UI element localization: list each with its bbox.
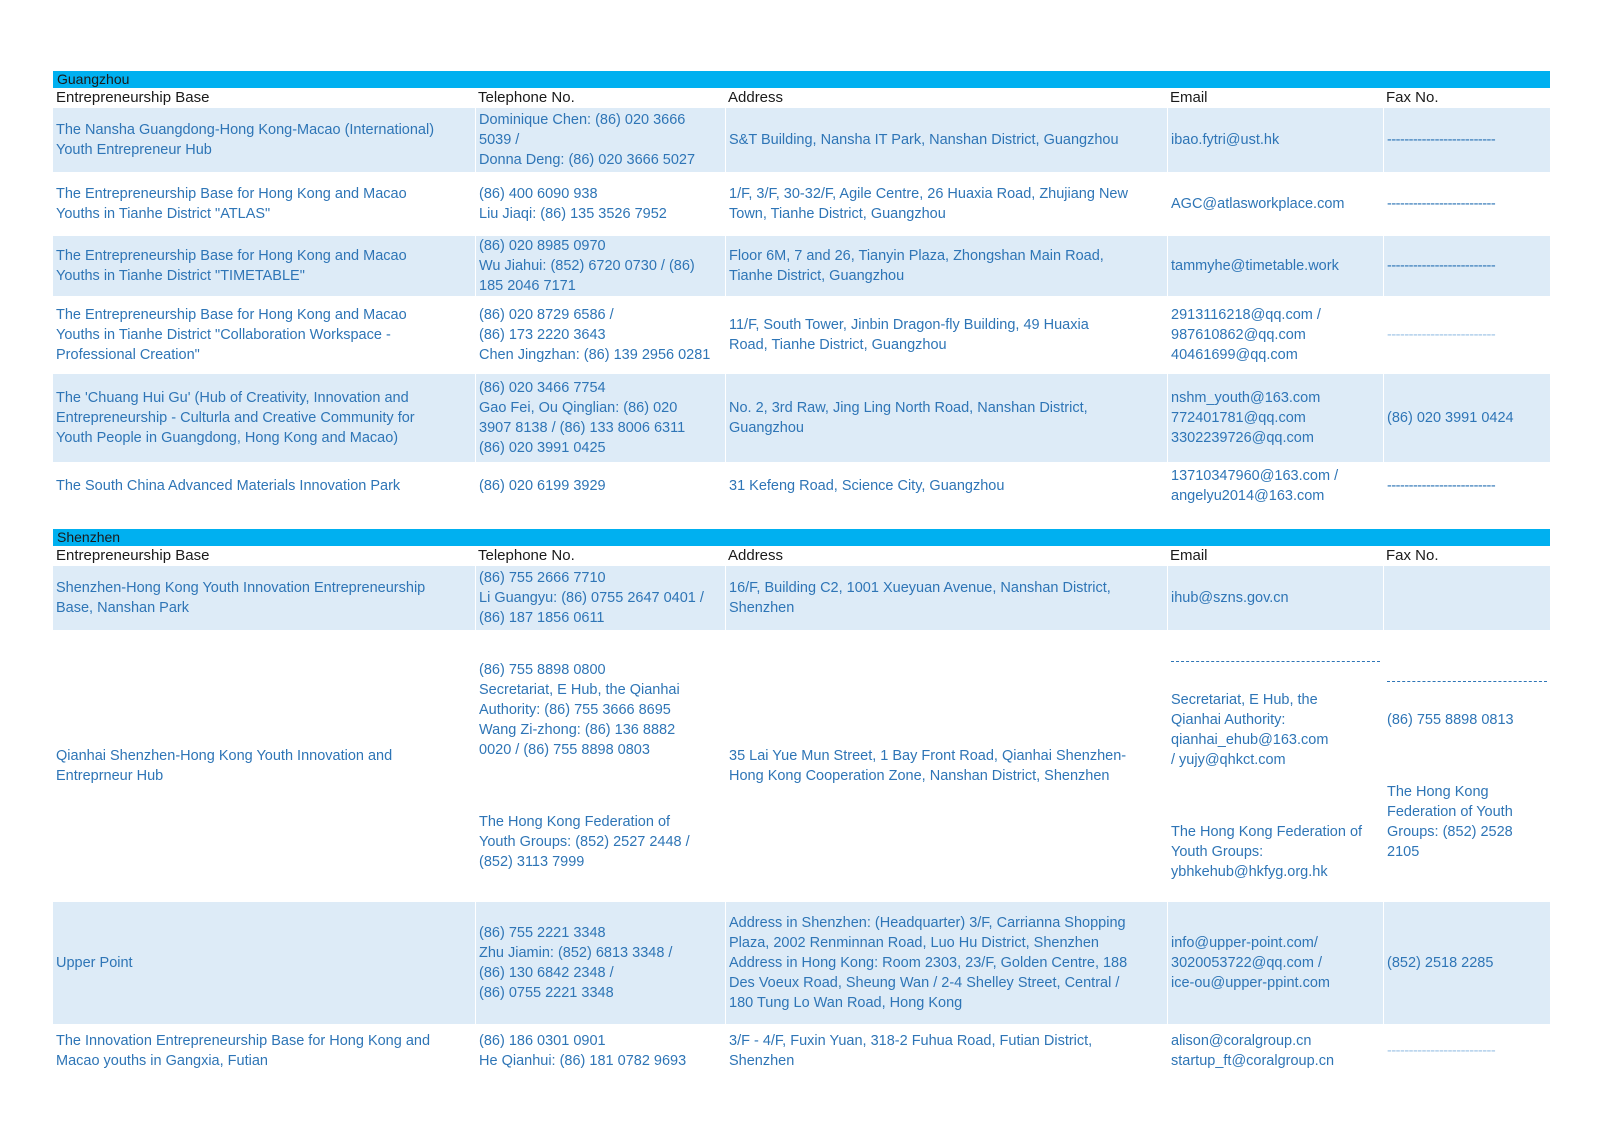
shenzhen-section — [53, 529, 1550, 1078]
cell-address: Floor 6M, 7 and 26, Tianyin Plaza, Zhongshan Main Road, Tianhe District, Guangzhou — [725, 236, 1167, 296]
cell-email: 13710347960@163.com / angelyu2014@163.com — [1167, 462, 1383, 510]
cell-email: nshm_youth@163.com 772401781@qq.com 3302239726@qq.com — [1167, 374, 1383, 462]
cell-fax: ------------------------- — [1383, 172, 1550, 236]
table-row — [53, 108, 1550, 172]
shenzhen-table — [53, 546, 1550, 1078]
cell-base: The South China Advanced Materials Innovation Park — [56, 478, 401, 494]
cell-fax — [1383, 630, 1550, 902]
cell-email: AGC@atlasworkplace.com — [1167, 172, 1383, 236]
cell-address: No. 2, 3rd Raw, Jing Ling North Road, Nanshan District, Guangzhou — [725, 374, 1167, 462]
cell-fax: ------------------------- — [1383, 1024, 1550, 1078]
cell-email — [1167, 630, 1383, 902]
cell-address: S&T Building, Nansha IT Park, Nanshan District, Guangzhou — [725, 108, 1167, 172]
table-header-row — [53, 546, 1550, 566]
cell-base: Qianhai Shenzhen-Hong Kong Youth Innovation and Entreprneur Hub — [56, 748, 393, 784]
email-qianhai: Secretariat, E Hub, the Qianhai Authority: qianhai_ehub@163.com / yujy@qhkct.com — [1171, 692, 1329, 768]
cell-address: 3/F - 4/F, Fuxin Yuan, 318-2 Fuhua Road, Futian District, Shenzhen — [725, 1024, 1167, 1078]
cell-fax — [1383, 566, 1550, 630]
cell-base: The Nansha Guangdong-Hong Kong-Macao (International) Youth Entrepreneur Hub — [53, 108, 475, 172]
cell-telephone: (86) 020 8729 6586 / (86) 173 2220 3643 Chen Jingzhan: (86) 139 2956 0281 — [475, 296, 725, 374]
table-row — [53, 374, 1550, 462]
column-header-base: Entrepreneurship Base — [53, 88, 475, 108]
cell-address: 16/F, Building C2, 1001 Xueyuan Avenue, Nanshan District, Shenzhen — [725, 566, 1167, 630]
table-row — [53, 172, 1550, 236]
cell-telephone: (86) 755 2666 7710 Li Guangyu: (86) 0755 2647 0401 / (86) 187 1856 0611 — [475, 566, 725, 630]
cell-base: The Entrepreneurship Base for Hong Kong and Macao Youths in Tianhe District "TIMETABLE" — [53, 236, 475, 296]
fax-hkfyg: The Hong Kong Federation of Youth Groups: (852) 2528 2105 — [1387, 784, 1513, 860]
cell-telephone: (86) 400 6090 938 Liu Jiaqi: (86) 135 3526 7952 — [475, 172, 725, 236]
cell-base: The Innovation Entrepreneurship Base for Hong Kong and Macao youths in Gangxia, Futian — [56, 1033, 431, 1069]
column-header-fax: Fax No. — [1383, 546, 1550, 566]
cell-address: Address in Shenzhen: (Headquarter) 3/F, Carrianna Shopping Plaza, 2002 Renminnan Road, Luo Hu District, Shenzhen Address in Hong Kong: Room 2303, 23/F, Golden Centre, 188 Des Voeux Road, Sheung Wan / 2-4 Shelley Street, Central / 180 Tung Lo Wan Road, Hong Kong — [725, 902, 1167, 1024]
cell-address: 35 Lai Yue Mun Street, 1 Bay Front Road, Qianhai Shenzhen- Hong Kong Cooperation Zone, Nanshan District, Shenzhen — [725, 630, 1167, 902]
table-row — [53, 566, 1550, 630]
cell-telephone: (86) 755 2221 3348 Zhu Jiamin: (852) 6813 3348 / (86) 130 6842 2348 / (86) 0755 2221 3348 — [475, 902, 725, 1024]
table-row — [53, 462, 1550, 510]
cell-email: ibao.fytri@ust.hk — [1167, 108, 1383, 172]
table-row — [53, 1024, 1550, 1078]
cell-fax: (86) 020 3991 0424 — [1383, 374, 1550, 462]
cell-email: info@upper-point.com/ 3020053722@qq.com / ice-ou@upper-ppint.com — [1167, 902, 1383, 1024]
cell-telephone: (86) 020 6199 3929 — [475, 462, 725, 510]
cell-fax: ------------------------- — [1383, 236, 1550, 296]
section-title-shenzhen: Shenzhen — [53, 529, 1550, 546]
gap — [1171, 790, 1380, 802]
cell-telephone — [475, 630, 725, 902]
column-header-base: Entrepreneurship Base — [53, 546, 475, 566]
cell-address: 11/F, South Tower, Jinbin Dragon-fly Building, 49 Huaxia Road, Tianhe District, Guangzhou — [725, 296, 1167, 374]
cell-fax: (852) 2518 2285 — [1383, 902, 1550, 1024]
cell-telephone: (86) 186 0301 0901 He Qianhui: (86) 181 0782 9693 — [475, 1024, 725, 1078]
column-header-email: Email — [1167, 88, 1383, 108]
cell-base: The Entrepreneurship Base for Hong Kong and Macao Youths in Tianhe District "ATLAS" — [56, 186, 407, 222]
cell-telephone: (86) 020 3466 7754 Gao Fei, Ou Qinglian: (86) 020 3907 8138 / (86) 133 8006 6311 (86) 020 3991 0425 — [475, 374, 725, 462]
table-row — [53, 630, 1550, 902]
column-header-telephone: Telephone No. — [475, 88, 725, 108]
cell-email: tammyhe@timetable.work — [1167, 236, 1383, 296]
column-header-address: Address — [725, 88, 1167, 108]
telephone-hkfyg: The Hong Kong Federation of Youth Groups: (852) 2527 2448 / (852) 3113 7999 — [479, 814, 690, 870]
cell-fax: ------------------------- — [1383, 296, 1550, 374]
cell-email: ihub@szns.gov.cn — [1167, 566, 1383, 630]
cell-fax: ------------------------- — [1383, 108, 1550, 172]
table-row — [53, 902, 1550, 1024]
telephone-qianhai: (86) 755 8898 0800 Secretariat, E Hub, the Qianhai Authority: (86) 755 3666 8695 Wang Zi-zhong: (86) 136 8882 0020 / (86) 755 8898 0803 — [479, 662, 680, 758]
dashed-divider — [1171, 650, 1380, 662]
column-header-address: Address — [725, 546, 1167, 566]
cell-telephone: Dominique Chen: (86) 020 3666 5039 / Donna Deng: (86) 020 3666 5027 — [475, 108, 725, 172]
section-title-guangzhou: Guangzhou — [53, 71, 1550, 88]
cell-base: The Entrepreneurship Base for Hong Kong and Macao Youths in Tianhe District "Collaboration Workspace - Professional Creation" — [56, 307, 407, 363]
table-header-row — [53, 88, 1550, 108]
gap — [1387, 750, 1547, 762]
cell-address: 1/F, 3/F, 30-32/F, Agile Centre, 26 Huaxia Road, Zhujiang New Town, Tianhe District, Guangzhou — [725, 172, 1167, 236]
guangzhou-section — [53, 71, 1550, 510]
gap — [479, 780, 722, 792]
column-header-telephone: Telephone No. — [475, 546, 725, 566]
dashed-divider — [1387, 670, 1547, 682]
cell-fax: ------------------------- — [1383, 462, 1550, 510]
cell-base: Upper Point — [53, 902, 475, 1024]
cell-email: alison@coralgroup.cn startup_ft@coralgroup.cn — [1167, 1024, 1383, 1078]
cell-base: Shenzhen-Hong Kong Youth Innovation Entrepreneurship Base, Nanshan Park — [53, 566, 475, 630]
email-hkfyg: The Hong Kong Federation of Youth Groups: ybhkehub@hkfyg.org.hk — [1171, 824, 1363, 880]
fax-qianhai: (86) 755 8898 0813 — [1387, 712, 1514, 728]
table-row — [53, 236, 1550, 296]
cell-address: 31 Kefeng Road, Science City, Guangzhou — [725, 462, 1167, 510]
table-row — [53, 296, 1550, 374]
column-header-email: Email — [1167, 546, 1383, 566]
cell-telephone: (86) 020 8985 0970 Wu Jiahui: (852) 6720 0730 / (86) 185 2046 7171 — [475, 236, 725, 296]
guangzhou-table — [53, 88, 1550, 510]
cell-email: 2913116218@qq.com / 987610862@qq.com 40461699@qq.com — [1167, 296, 1383, 374]
cell-base: The 'Chuang Hui Gu' (Hub of Creativity, Innovation and Entrepreneurship - Culturla and Creative Community for Youth People in Guangdong, Hong Kong and Macao) — [53, 374, 475, 462]
column-header-fax: Fax No. — [1383, 88, 1550, 108]
